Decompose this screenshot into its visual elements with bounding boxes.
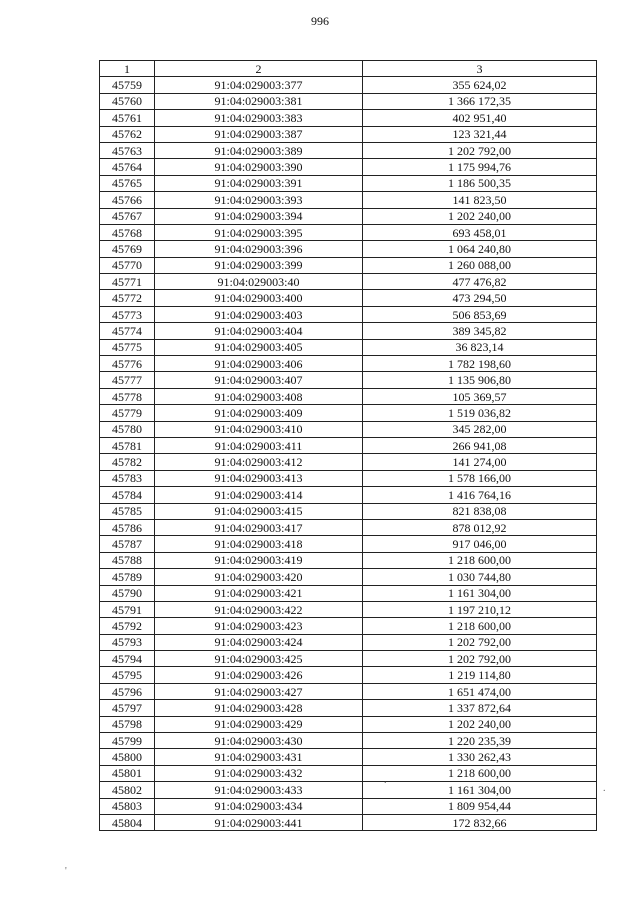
cadastral-number-cell: 91:04:029003:389 bbox=[155, 142, 363, 158]
row-index-cell: 45781 bbox=[100, 437, 155, 453]
value-cell: 1 161 304,00 bbox=[363, 585, 597, 601]
table-header-row bbox=[100, 61, 597, 77]
value-cell: 1 197 210,12 bbox=[363, 601, 597, 617]
value-cell: 1 651 474,00 bbox=[363, 683, 597, 699]
header-col-1: 1 bbox=[100, 61, 155, 77]
table-row bbox=[100, 388, 597, 404]
cadastral-number-cell: 91:04:029003:40 bbox=[155, 274, 363, 290]
row-index-cell: 45770 bbox=[100, 257, 155, 273]
row-index-cell: 45799 bbox=[100, 733, 155, 749]
cadastral-number-cell: 91:04:029003:430 bbox=[155, 733, 363, 749]
table-row bbox=[100, 667, 597, 683]
cadastral-number-cell: 91:04:029003:408 bbox=[155, 388, 363, 404]
row-index-cell: 45778 bbox=[100, 388, 155, 404]
value-cell: 1 218 600,00 bbox=[363, 765, 597, 781]
table-row bbox=[100, 569, 597, 585]
table-row bbox=[100, 175, 597, 191]
cadastral-number-cell: 91:04:029003:418 bbox=[155, 536, 363, 552]
cadastral-number-cell: 91:04:029003:411 bbox=[155, 437, 363, 453]
value-cell: 1 337 872,64 bbox=[363, 700, 597, 716]
table-row bbox=[100, 437, 597, 453]
row-index-cell: 45769 bbox=[100, 241, 155, 257]
row-index-cell: 45779 bbox=[100, 405, 155, 421]
value-cell: 389 345,82 bbox=[363, 323, 597, 339]
value-cell: 473 294,50 bbox=[363, 290, 597, 306]
row-index-cell: 45774 bbox=[100, 323, 155, 339]
table-row bbox=[100, 241, 597, 257]
table-row bbox=[100, 192, 597, 208]
value-cell: 1 202 792,00 bbox=[363, 651, 597, 667]
cadastral-number-cell: 91:04:029003:426 bbox=[155, 667, 363, 683]
value-cell: 1 220 235,39 bbox=[363, 733, 597, 749]
table-row bbox=[100, 77, 597, 93]
value-cell: 1 064 240,80 bbox=[363, 241, 597, 257]
cadastral-number-cell: 91:04:029003:403 bbox=[155, 306, 363, 322]
value-cell: 1 578 166,00 bbox=[363, 470, 597, 486]
value-cell: 1 175 994,76 bbox=[363, 159, 597, 175]
cadastral-number-cell: 91:04:029003:393 bbox=[155, 192, 363, 208]
row-index-cell: 45796 bbox=[100, 683, 155, 699]
cadastral-number-cell: 91:04:029003:407 bbox=[155, 372, 363, 388]
value-cell: 1 202 792,00 bbox=[363, 142, 597, 158]
value-cell: 1 330 262,43 bbox=[363, 749, 597, 765]
cadastral-number-cell: 91:04:029003:425 bbox=[155, 651, 363, 667]
cadastral-number-cell: 91:04:029003:410 bbox=[155, 421, 363, 437]
row-index-cell: 45804 bbox=[100, 814, 155, 830]
table-row bbox=[100, 142, 597, 158]
value-cell: 1 218 600,00 bbox=[363, 552, 597, 568]
value-cell: 1 260 088,00 bbox=[363, 257, 597, 273]
table-row bbox=[100, 208, 597, 224]
row-index-cell: 45786 bbox=[100, 519, 155, 535]
value-cell: 1 219 114,80 bbox=[363, 667, 597, 683]
value-cell: 123 321,44 bbox=[363, 126, 597, 142]
row-index-cell: 45759 bbox=[100, 77, 155, 93]
cadastral-number-cell: 91:04:029003:409 bbox=[155, 405, 363, 421]
row-index-cell: 45800 bbox=[100, 749, 155, 765]
row-index-cell: 45766 bbox=[100, 192, 155, 208]
cadastral-number-cell: 91:04:029003:420 bbox=[155, 569, 363, 585]
cadastral-number-cell: 91:04:029003:383 bbox=[155, 110, 363, 126]
row-index-cell: 45760 bbox=[100, 93, 155, 109]
cadastral-number-cell: 91:04:029003:406 bbox=[155, 356, 363, 372]
cadastral-number-cell: 91:04:029003:404 bbox=[155, 323, 363, 339]
value-cell: 1 809 954,44 bbox=[363, 798, 597, 814]
row-index-cell: 45785 bbox=[100, 503, 155, 519]
value-cell: 917 046,00 bbox=[363, 536, 597, 552]
row-index-cell: 45767 bbox=[100, 208, 155, 224]
cadastral-number-cell: 91:04:029003:395 bbox=[155, 224, 363, 240]
value-cell: 355 624,02 bbox=[363, 77, 597, 93]
stray-mark: . bbox=[384, 775, 387, 786]
cadastral-number-cell: 91:04:029003:432 bbox=[155, 765, 363, 781]
row-index-cell: 45783 bbox=[100, 470, 155, 486]
table-row bbox=[100, 224, 597, 240]
table-row bbox=[100, 585, 597, 601]
cadastral-number-cell: 91:04:029003:396 bbox=[155, 241, 363, 257]
value-cell: 1 135 906,80 bbox=[363, 372, 597, 388]
row-index-cell: 45780 bbox=[100, 421, 155, 437]
row-index-cell: 45777 bbox=[100, 372, 155, 388]
row-index-cell: 45791 bbox=[100, 601, 155, 617]
cadastral-number-cell: 91:04:029003:387 bbox=[155, 126, 363, 142]
value-cell: 506 853,69 bbox=[363, 306, 597, 322]
value-cell: 402 951,40 bbox=[363, 110, 597, 126]
table-body bbox=[100, 61, 597, 831]
value-cell: 1 202 240,00 bbox=[363, 716, 597, 732]
row-index-cell: 45789 bbox=[100, 569, 155, 585]
cadastral-number-cell: 91:04:029003:433 bbox=[155, 782, 363, 798]
row-index-cell: 45797 bbox=[100, 700, 155, 716]
table-row bbox=[100, 290, 597, 306]
cadastral-number-cell: 91:04:029003:441 bbox=[155, 814, 363, 830]
row-index-cell: 45762 bbox=[100, 126, 155, 142]
table-row bbox=[100, 618, 597, 634]
table-row bbox=[100, 716, 597, 732]
value-cell: 821 838,08 bbox=[363, 503, 597, 519]
row-index-cell: 45788 bbox=[100, 552, 155, 568]
table-row bbox=[100, 782, 597, 798]
row-index-cell: 45793 bbox=[100, 634, 155, 650]
row-index-cell: 45768 bbox=[100, 224, 155, 240]
cadastral-number-cell: 91:04:029003:390 bbox=[155, 159, 363, 175]
table-row bbox=[100, 126, 597, 142]
row-index-cell: 45802 bbox=[100, 782, 155, 798]
table-row bbox=[100, 814, 597, 830]
table-row bbox=[100, 733, 597, 749]
value-cell: 141 274,00 bbox=[363, 454, 597, 470]
table-row bbox=[100, 552, 597, 568]
table-row bbox=[100, 110, 597, 126]
value-cell: 1 202 792,00 bbox=[363, 634, 597, 650]
cadastral-number-cell: 91:04:029003:391 bbox=[155, 175, 363, 191]
row-index-cell: 45787 bbox=[100, 536, 155, 552]
row-index-cell: 45782 bbox=[100, 454, 155, 470]
value-cell: 172 832,66 bbox=[363, 814, 597, 830]
cadastral-number-cell: 91:04:029003:377 bbox=[155, 77, 363, 93]
header-col-2: 2 bbox=[155, 61, 363, 77]
value-cell: 36 823,14 bbox=[363, 339, 597, 355]
row-index-cell: 45763 bbox=[100, 142, 155, 158]
cadastral-number-cell: 91:04:029003:434 bbox=[155, 798, 363, 814]
header-col-3: 3 bbox=[363, 61, 597, 77]
table-row bbox=[100, 765, 597, 781]
row-index-cell: 45772 bbox=[100, 290, 155, 306]
table-row bbox=[100, 503, 597, 519]
table-row bbox=[100, 470, 597, 486]
value-cell: 693 458,01 bbox=[363, 224, 597, 240]
value-cell: 141 823,50 bbox=[363, 192, 597, 208]
value-cell: 1 782 198,60 bbox=[363, 356, 597, 372]
cadastral-number-cell: 91:04:029003:423 bbox=[155, 618, 363, 634]
value-cell: 1 366 172,35 bbox=[363, 93, 597, 109]
cadastral-number-cell: 91:04:029003:405 bbox=[155, 339, 363, 355]
value-cell: 1 519 036,82 bbox=[363, 405, 597, 421]
cadastral-number-cell: 91:04:029003:399 bbox=[155, 257, 363, 273]
value-cell: 1 186 500,35 bbox=[363, 175, 597, 191]
cadastral-number-cell: 91:04:029003:394 bbox=[155, 208, 363, 224]
table-row bbox=[100, 323, 597, 339]
cadastral-number-cell: 91:04:029003:429 bbox=[155, 716, 363, 732]
value-cell: 477 476,82 bbox=[363, 274, 597, 290]
cadastral-number-cell: 91:04:029003:417 bbox=[155, 519, 363, 535]
table-row bbox=[100, 274, 597, 290]
table-row bbox=[100, 519, 597, 535]
table-row bbox=[100, 257, 597, 273]
row-index-cell: 45792 bbox=[100, 618, 155, 634]
table-row bbox=[100, 421, 597, 437]
row-index-cell: 45771 bbox=[100, 274, 155, 290]
cadastral-number-cell: 91:04:029003:424 bbox=[155, 634, 363, 650]
row-index-cell: 45790 bbox=[100, 585, 155, 601]
row-index-cell: 45784 bbox=[100, 487, 155, 503]
table-row bbox=[100, 372, 597, 388]
cadastral-number-cell: 91:04:029003:419 bbox=[155, 552, 363, 568]
table-row bbox=[100, 700, 597, 716]
row-index-cell: 45801 bbox=[100, 765, 155, 781]
value-cell: 1 218 600,00 bbox=[363, 618, 597, 634]
row-index-cell: 45764 bbox=[100, 159, 155, 175]
row-index-cell: 45775 bbox=[100, 339, 155, 355]
cadastral-number-cell: 91:04:029003:412 bbox=[155, 454, 363, 470]
cadastral-number-cell: 91:04:029003:415 bbox=[155, 503, 363, 519]
row-index-cell: 45765 bbox=[100, 175, 155, 191]
value-cell: 1 202 240,00 bbox=[363, 208, 597, 224]
table-row bbox=[100, 339, 597, 355]
value-cell: 878 012,92 bbox=[363, 519, 597, 535]
page-number: 996 bbox=[311, 14, 329, 28]
value-cell: 1 030 744,80 bbox=[363, 569, 597, 585]
row-index-cell: 45761 bbox=[100, 110, 155, 126]
table-row bbox=[100, 454, 597, 470]
table-row bbox=[100, 651, 597, 667]
cadastral-number-cell: 91:04:029003:431 bbox=[155, 749, 363, 765]
cadastral-number-cell: 91:04:029003:428 bbox=[155, 700, 363, 716]
value-cell: 266 941,08 bbox=[363, 437, 597, 453]
table-row bbox=[100, 536, 597, 552]
row-index-cell: 45798 bbox=[100, 716, 155, 732]
table-row bbox=[100, 405, 597, 421]
table-row bbox=[100, 601, 597, 617]
row-index-cell: 45803 bbox=[100, 798, 155, 814]
value-cell: 105 369,57 bbox=[363, 388, 597, 404]
cadastral-number-cell: 91:04:029003:414 bbox=[155, 487, 363, 503]
table-row bbox=[100, 487, 597, 503]
row-index-cell: 45773 bbox=[100, 306, 155, 322]
table-row bbox=[100, 356, 597, 372]
table-row bbox=[100, 159, 597, 175]
table-row bbox=[100, 683, 597, 699]
register-table bbox=[99, 60, 597, 831]
cadastral-number-cell: 91:04:029003:381 bbox=[155, 93, 363, 109]
cadastral-number-cell: 91:04:029003:400 bbox=[155, 290, 363, 306]
table-row bbox=[100, 93, 597, 109]
value-cell: 1 161 304,00 bbox=[363, 782, 597, 798]
row-index-cell: 45794 bbox=[100, 651, 155, 667]
value-cell: 345 282,00 bbox=[363, 421, 597, 437]
cadastral-number-cell: 91:04:029003:421 bbox=[155, 585, 363, 601]
value-cell: 1 416 764,16 bbox=[363, 487, 597, 503]
table-row bbox=[100, 798, 597, 814]
table-row bbox=[100, 749, 597, 765]
table-row bbox=[100, 306, 597, 322]
cadastral-number-cell: 91:04:029003:422 bbox=[155, 601, 363, 617]
table-row bbox=[100, 634, 597, 650]
cadastral-number-cell: 91:04:029003:413 bbox=[155, 470, 363, 486]
row-index-cell: 45776 bbox=[100, 356, 155, 372]
stray-mark: ' bbox=[65, 866, 67, 877]
stray-mark: . bbox=[603, 783, 606, 794]
cadastral-number-cell: 91:04:029003:427 bbox=[155, 683, 363, 699]
row-index-cell: 45795 bbox=[100, 667, 155, 683]
